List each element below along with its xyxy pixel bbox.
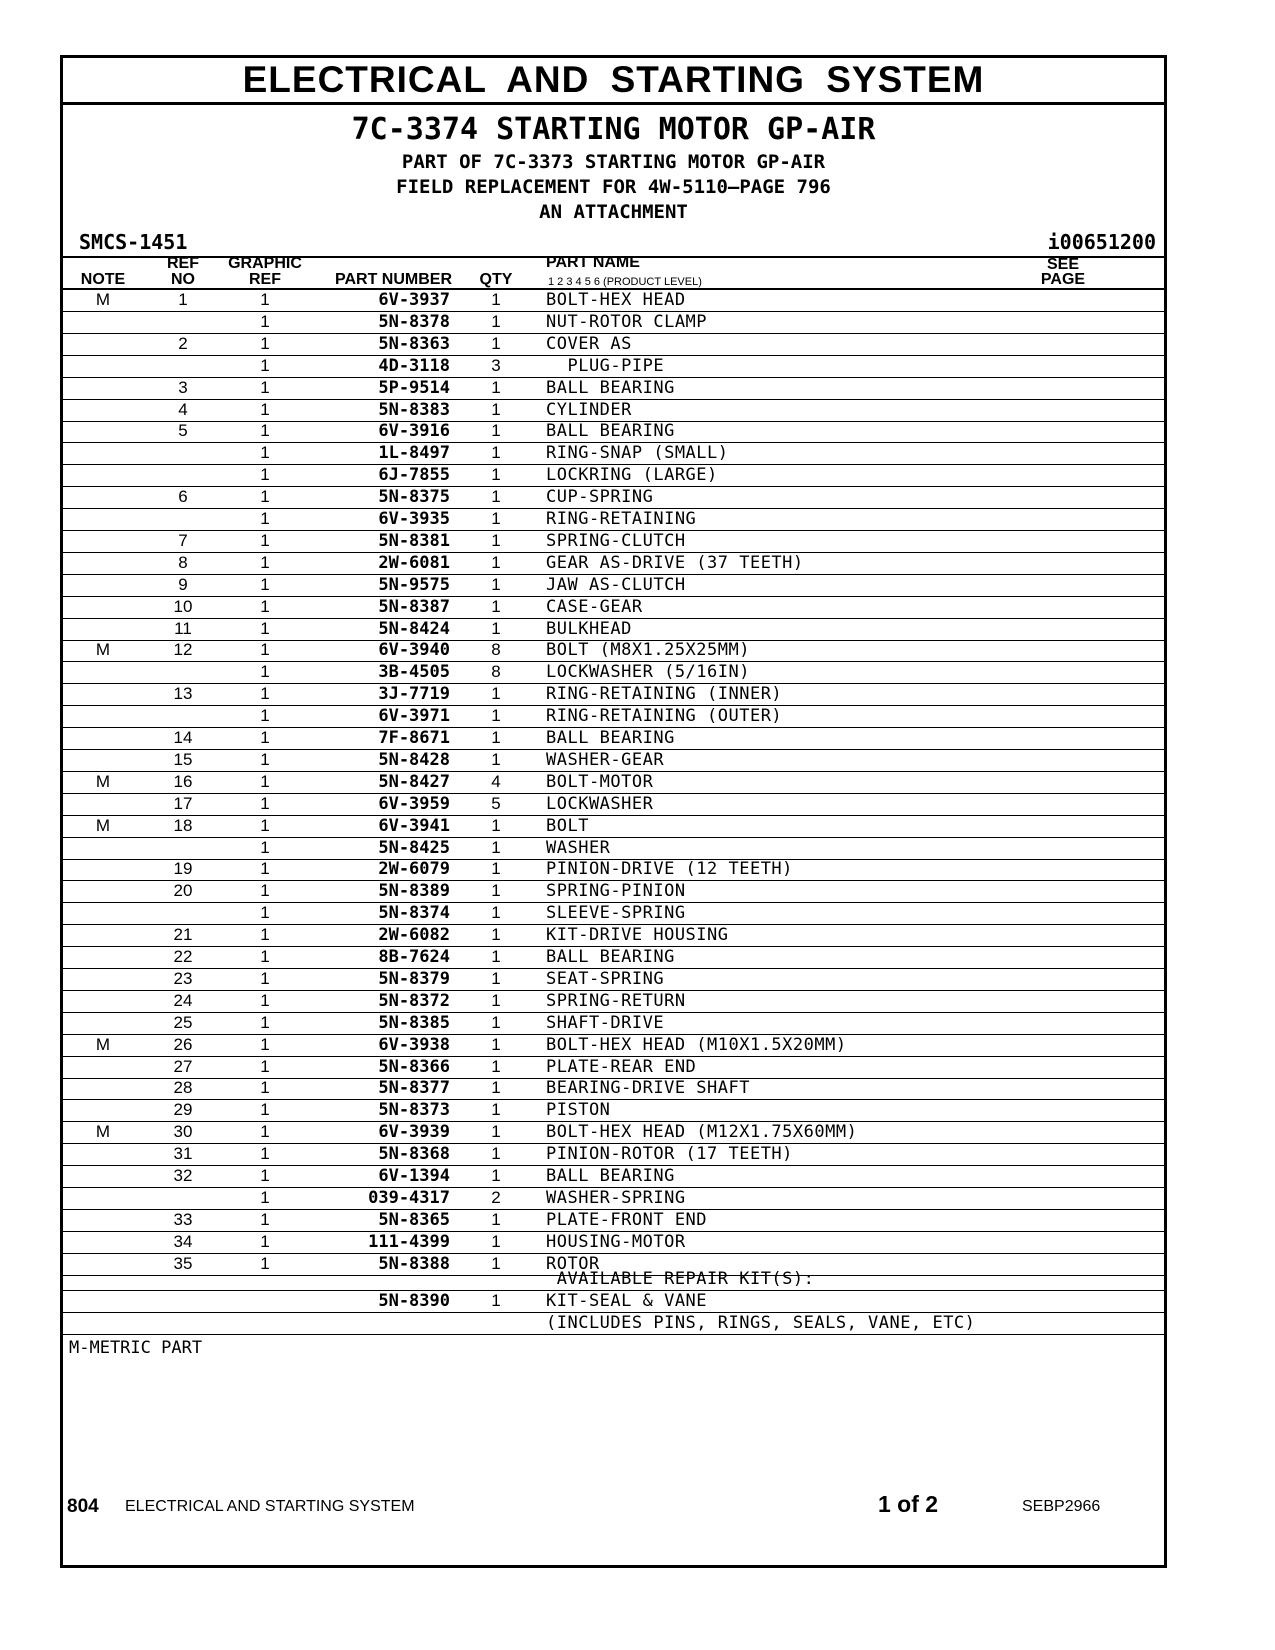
row-part-name: RING-RETAINING (OUTER) xyxy=(546,706,783,727)
row-graphic-ref: 1 xyxy=(260,333,270,353)
row-part-name: LOCKRING (LARGE) xyxy=(546,465,718,486)
table-row xyxy=(63,1077,1164,1100)
row-qty: 1 xyxy=(491,881,501,901)
row-ref-no: 35 xyxy=(173,1253,193,1273)
row-note: M xyxy=(95,290,111,309)
row-qty: 3 xyxy=(491,355,501,375)
row-part-name: SPRING-CLUTCH xyxy=(546,530,686,551)
row-part-number: 6J-7855 xyxy=(378,465,450,486)
row-qty: 4 xyxy=(491,771,501,791)
table-row xyxy=(63,1034,1164,1057)
document-reference: i00651200 xyxy=(1047,230,1156,254)
table-row xyxy=(63,749,1164,772)
row-part-number: 5N-8387 xyxy=(378,596,450,617)
table-row xyxy=(63,399,1164,422)
row-part-number: 2W-6081 xyxy=(378,552,450,573)
row-qty: 1 xyxy=(491,1122,501,1142)
table-row xyxy=(63,420,1164,443)
repair-kit-qty: 1 xyxy=(491,1291,501,1310)
page-frame xyxy=(60,55,1167,1568)
repair-kit-note-row xyxy=(63,1312,1164,1335)
row-qty: 1 xyxy=(491,290,501,309)
row-part-number: 6V-3940 xyxy=(378,640,450,661)
row-graphic-ref: 1 xyxy=(260,968,270,988)
row-qty: 1 xyxy=(491,859,501,879)
row-part-number: 5N-8372 xyxy=(378,990,450,1011)
row-part-number: 5N-8388 xyxy=(378,1253,450,1274)
section-title: ELECTRICAL AND STARTING SYSTEM xyxy=(63,58,1164,105)
row-qty: 1 xyxy=(491,990,501,1010)
row-graphic-ref: 1 xyxy=(260,421,270,441)
column-graphic-bottom: REF xyxy=(249,271,281,288)
row-part-name: LOCKWASHER (5/16IN) xyxy=(546,662,750,683)
row-part-name: CYLINDER xyxy=(546,399,632,420)
table-row xyxy=(63,727,1164,750)
row-part-name: PLATE-FRONT END xyxy=(546,1209,708,1230)
row-qty: 1 xyxy=(491,1100,501,1120)
row-part-number: 5N-8425 xyxy=(378,837,450,858)
row-qty: 1 xyxy=(491,947,501,966)
row-graphic-ref: 1 xyxy=(260,509,270,528)
row-part-name: GEAR AS-DRIVE (37 TEETH) xyxy=(546,552,804,573)
row-graphic-ref: 1 xyxy=(260,1166,270,1185)
footer-section: ELECTRICAL AND STARTING SYSTEM xyxy=(125,1498,415,1515)
row-part-number: 5N-8428 xyxy=(378,749,450,770)
row-ref-no: 25 xyxy=(173,1012,193,1032)
row-qty: 1 xyxy=(491,1012,501,1032)
column-qty: QTY xyxy=(479,271,513,288)
table-row xyxy=(63,880,1164,903)
row-qty: 1 xyxy=(491,1034,501,1054)
row-qty: 1 xyxy=(491,1166,501,1185)
row-qty: 8 xyxy=(491,662,501,682)
row-qty: 1 xyxy=(491,1144,501,1164)
row-graphic-ref: 1 xyxy=(260,793,270,813)
row-part-name: KIT-DRIVE HOUSING xyxy=(546,925,729,946)
table-row xyxy=(63,902,1164,925)
row-part-number: 2W-6082 xyxy=(378,925,450,946)
row-part-number: 5N-8427 xyxy=(378,771,450,792)
row-graphic-ref: 1 xyxy=(260,1012,270,1032)
row-part-number: 5N-8378 xyxy=(378,311,450,332)
row-part-number: 6V-3939 xyxy=(378,1122,450,1143)
row-qty: 1 xyxy=(491,749,501,769)
row-graphic-ref: 1 xyxy=(260,1209,270,1229)
row-part-number: 5N-8389 xyxy=(378,881,450,902)
row-qty: 1 xyxy=(491,925,501,945)
table-row xyxy=(63,508,1164,531)
table-row xyxy=(63,464,1164,487)
row-part-number: 3J-7719 xyxy=(378,684,450,705)
table-row xyxy=(63,530,1164,553)
row-part-number: 5P-9514 xyxy=(378,377,450,398)
table-row xyxy=(63,618,1164,641)
row-part-name: BOLT-HEX HEAD (M12X1.75X60MM) xyxy=(546,1122,858,1143)
row-ref-no: 15 xyxy=(173,749,193,769)
row-graphic-ref: 1 xyxy=(260,1034,270,1054)
row-part-number: 039-4317 xyxy=(368,1187,450,1208)
row-qty: 1 xyxy=(491,596,501,616)
row-ref-no: 13 xyxy=(173,684,193,704)
table-row xyxy=(63,1143,1164,1166)
repair-kit-note: (INCLUDES PINS, RINGS, SEALS, VANE, ETC) xyxy=(546,1313,976,1333)
row-part-number: 6V-3937 xyxy=(378,290,450,310)
row-graphic-ref: 1 xyxy=(260,465,270,485)
row-qty: 1 xyxy=(491,903,501,923)
row-qty: 1 xyxy=(491,1209,501,1229)
row-ref-no: 3 xyxy=(178,377,188,397)
row-part-name: NUT-ROTOR CLAMP xyxy=(546,311,708,332)
row-qty: 1 xyxy=(491,815,501,835)
row-ref-no: 31 xyxy=(173,1144,193,1164)
row-part-name: RING-SNAP (SMALL) xyxy=(546,443,729,464)
table-row xyxy=(63,1056,1164,1079)
row-ref-no: 2 xyxy=(178,333,188,353)
table-row xyxy=(63,1099,1164,1122)
row-ref-no: 27 xyxy=(173,1056,193,1076)
row-ref-no: 24 xyxy=(173,990,193,1010)
table-row xyxy=(63,683,1164,706)
row-part-name: BOLT xyxy=(546,815,589,836)
row-part-name: BULKHEAD xyxy=(546,618,632,639)
page-of: 1 of 2 xyxy=(878,1491,939,1517)
row-ref-no: 10 xyxy=(173,596,193,616)
column-note: NOTE xyxy=(80,271,126,288)
row-ref-no: 32 xyxy=(173,1166,193,1185)
row-note: M xyxy=(95,1034,111,1054)
column-ref-bottom: NO xyxy=(171,271,195,288)
row-qty: 1 xyxy=(491,530,501,550)
row-ref-no: 9 xyxy=(178,574,188,594)
table-row xyxy=(63,1187,1164,1210)
table-row xyxy=(63,990,1164,1013)
row-part-name: BEARING-DRIVE SHAFT xyxy=(546,1078,750,1099)
row-part-number: 5N-8368 xyxy=(378,1144,450,1165)
table-row xyxy=(63,771,1164,794)
row-graphic-ref: 1 xyxy=(260,1100,270,1120)
row-part-name: BOLT (M8X1.25X25MM) xyxy=(546,640,750,661)
row-graphic-ref: 1 xyxy=(260,1056,270,1076)
repair-kit-row xyxy=(63,1290,1164,1313)
row-part-name: LOCKWASHER xyxy=(546,793,654,814)
row-part-name: PISTON xyxy=(546,1100,611,1121)
row-graphic-ref: 1 xyxy=(260,771,270,791)
row-part-number: 6V-3941 xyxy=(378,815,450,836)
row-part-number: 6V-1394 xyxy=(378,1166,450,1186)
row-graphic-ref: 1 xyxy=(260,1078,270,1098)
row-qty: 1 xyxy=(491,465,501,485)
row-graphic-ref: 1 xyxy=(260,903,270,923)
row-graphic-ref: 1 xyxy=(260,728,270,747)
row-graphic-ref: 1 xyxy=(260,311,270,331)
row-note: M xyxy=(95,815,111,835)
row-graphic-ref: 1 xyxy=(260,706,270,726)
table-row xyxy=(63,815,1164,838)
column-see-top: SEE xyxy=(1046,256,1079,273)
row-ref-no: 1 xyxy=(178,290,188,309)
row-graphic-ref: 1 xyxy=(260,1253,270,1273)
table-row xyxy=(63,552,1164,575)
row-part-name: SPRING-PINION xyxy=(546,881,686,902)
column-see-bottom: PAGE xyxy=(1040,271,1086,288)
row-part-name: SEAT-SPRING xyxy=(546,968,665,989)
row-qty: 1 xyxy=(491,728,501,747)
row-ref-no: 28 xyxy=(173,1078,193,1098)
product-level-scale: 1 2 3 4 5 6 (PRODUCT LEVEL) xyxy=(548,276,702,288)
row-note: M xyxy=(95,771,111,791)
row-part-name: PLATE-REAR END xyxy=(546,1056,697,1077)
row-part-number: 1L-8497 xyxy=(378,443,450,464)
row-qty: 1 xyxy=(491,968,501,988)
row-part-number: 5N-8375 xyxy=(378,487,450,508)
row-part-number: 7F-8671 xyxy=(378,728,450,748)
repair-kit-heading-row xyxy=(63,1268,1164,1291)
row-ref-no: 5 xyxy=(178,421,188,441)
part-of-line: PART OF 7C-3373 STARTING MOTOR GP-AIR xyxy=(401,151,826,173)
row-graphic-ref: 1 xyxy=(260,881,270,901)
row-qty: 1 xyxy=(491,399,501,419)
row-graphic-ref: 1 xyxy=(260,1187,270,1207)
row-part-number: 5N-8366 xyxy=(378,1056,450,1077)
row-ref-no: 16 xyxy=(173,771,193,791)
row-ref-no: 17 xyxy=(173,793,193,813)
row-qty: 2 xyxy=(491,1187,501,1207)
row-part-number: 5N-8365 xyxy=(378,1209,450,1230)
row-graphic-ref: 1 xyxy=(260,859,270,879)
column-part-name: PART NAME xyxy=(546,254,640,271)
row-qty: 1 xyxy=(491,377,501,397)
table-row xyxy=(63,1012,1164,1035)
document-code: SEBP2966 xyxy=(1022,1498,1101,1515)
row-ref-no: 6 xyxy=(178,487,188,507)
row-part-number: 3B-4505 xyxy=(378,662,450,683)
table-row xyxy=(63,705,1164,728)
row-part-number: 111-4399 xyxy=(368,1231,450,1252)
table-row xyxy=(63,639,1164,662)
row-ref-no: 26 xyxy=(173,1034,193,1054)
row-part-name: BOLT-HEX HEAD (M10X1.5X20MM) xyxy=(546,1034,847,1055)
column-ref-top: REF xyxy=(167,255,199,272)
row-graphic-ref: 1 xyxy=(260,1122,270,1142)
row-graphic-ref: 1 xyxy=(260,837,270,857)
row-qty: 1 xyxy=(491,618,501,638)
row-note: M xyxy=(95,1122,111,1142)
table-row xyxy=(63,946,1164,969)
row-graphic-ref: 1 xyxy=(260,749,270,769)
table-row xyxy=(63,858,1164,881)
row-part-name: BALL BEARING xyxy=(546,421,675,442)
row-qty: 1 xyxy=(491,509,501,528)
row-ref-no: 12 xyxy=(173,640,193,660)
row-part-number: 4D-3118 xyxy=(378,355,450,376)
row-graphic-ref: 1 xyxy=(260,925,270,945)
row-graphic-ref: 1 xyxy=(260,596,270,616)
row-graphic-ref: 1 xyxy=(260,530,270,550)
row-part-name: SHAFT-DRIVE xyxy=(546,1012,665,1033)
metric-legend: M-METRIC PART xyxy=(69,1338,203,1358)
smcs-code: SMCS-1451 xyxy=(79,230,188,254)
row-part-name: BALL BEARING xyxy=(546,1166,675,1186)
row-graphic-ref: 1 xyxy=(260,377,270,397)
field-replacement-line: FIELD REPLACEMENT FOR 4W-5110—PAGE 796 xyxy=(396,176,831,198)
table-row xyxy=(63,333,1164,356)
row-ref-no: 8 xyxy=(178,552,188,572)
row-qty: 5 xyxy=(491,793,501,813)
row-graphic-ref: 1 xyxy=(260,487,270,507)
table-row xyxy=(63,574,1164,597)
row-part-name: BOLT-MOTOR xyxy=(546,771,654,792)
row-part-number: 5N-8383 xyxy=(378,399,450,420)
row-graphic-ref: 1 xyxy=(260,1231,270,1251)
row-part-number: 8B-7624 xyxy=(378,947,450,967)
table-row xyxy=(63,793,1164,816)
row-ref-no: 18 xyxy=(173,815,193,835)
table-row xyxy=(63,924,1164,947)
row-ref-no: 29 xyxy=(173,1100,193,1120)
row-part-name: COVER AS xyxy=(546,333,632,354)
row-graphic-ref: 1 xyxy=(260,618,270,638)
row-part-number: 5N-8373 xyxy=(378,1100,450,1121)
row-part-name: PINION-ROTOR (17 TEETH) xyxy=(546,1144,793,1165)
table-row xyxy=(63,486,1164,509)
row-part-number: 5N-8363 xyxy=(378,333,450,354)
row-ref-no: 33 xyxy=(173,1209,193,1229)
row-ref-no: 14 xyxy=(173,728,193,747)
row-graphic-ref: 1 xyxy=(260,815,270,835)
row-part-number: 5N-8374 xyxy=(378,903,450,924)
row-part-number: 6V-3971 xyxy=(378,706,450,727)
row-part-name: BALL BEARING xyxy=(546,728,675,748)
row-part-number: 5N-8424 xyxy=(378,618,450,639)
row-part-number: 5N-8379 xyxy=(378,968,450,989)
repair-kit-name: KIT-SEAL & VANE xyxy=(546,1291,708,1311)
row-part-number: 6V-3959 xyxy=(378,793,450,814)
column-graphic-top: GRAPHIC xyxy=(228,255,302,272)
row-ref-no: 30 xyxy=(173,1122,193,1142)
table-row xyxy=(63,289,1164,312)
row-part-name: WASHER xyxy=(546,837,611,858)
row-qty: 1 xyxy=(491,1253,501,1273)
column-part-number: PART NUMBER xyxy=(334,271,452,288)
row-graphic-ref: 1 xyxy=(260,947,270,966)
row-qty: 1 xyxy=(491,311,501,331)
row-qty: 1 xyxy=(491,443,501,463)
row-graphic-ref: 1 xyxy=(260,443,270,463)
row-part-number: 2W-6079 xyxy=(378,859,450,880)
row-graphic-ref: 1 xyxy=(260,662,270,682)
row-qty: 1 xyxy=(491,333,501,353)
row-ref-no: 34 xyxy=(173,1231,193,1251)
row-part-name: BALL BEARING xyxy=(546,947,675,967)
row-part-number: 5N-8377 xyxy=(378,1078,450,1099)
row-ref-no: 7 xyxy=(178,530,188,550)
row-qty: 1 xyxy=(491,684,501,704)
row-part-name: BOLT-HEX HEAD xyxy=(546,290,686,310)
row-graphic-ref: 1 xyxy=(260,1144,270,1164)
table-row xyxy=(63,968,1164,991)
table-row xyxy=(63,1209,1164,1232)
row-qty: 1 xyxy=(491,421,501,441)
row-ref-no: 22 xyxy=(173,947,193,966)
row-graphic-ref: 1 xyxy=(260,290,270,309)
row-part-name: RING-RETAINING xyxy=(546,509,697,529)
row-part-name: PINION-DRIVE (12 TEETH) xyxy=(546,859,793,880)
repair-kit-part-number: 5N-8390 xyxy=(378,1291,450,1311)
row-graphic-ref: 1 xyxy=(260,574,270,594)
row-ref-no: 21 xyxy=(173,925,193,945)
page-title: 7C-3374 STARTING MOTOR GP-AIR xyxy=(351,112,876,147)
row-graphic-ref: 1 xyxy=(260,355,270,375)
row-part-name: BALL BEARING xyxy=(546,377,675,398)
row-part-name: WASHER-GEAR xyxy=(546,749,665,770)
table-row xyxy=(63,837,1164,860)
row-part-number: 5N-9575 xyxy=(378,574,450,595)
row-part-name: RING-RETAINING (INNER) xyxy=(546,684,783,705)
row-qty: 1 xyxy=(491,837,501,857)
row-qty: 1 xyxy=(491,574,501,594)
row-part-number: 6V-3938 xyxy=(378,1034,450,1055)
row-qty: 1 xyxy=(491,1056,501,1076)
row-graphic-ref: 1 xyxy=(260,684,270,704)
row-part-name: CASE-GEAR xyxy=(546,596,643,617)
row-graphic-ref: 1 xyxy=(260,990,270,1010)
row-graphic-ref: 1 xyxy=(260,640,270,660)
row-qty: 1 xyxy=(491,1078,501,1098)
row-part-name: JAW AS-CLUTCH xyxy=(546,574,686,595)
row-part-name: SPRING-RETURN xyxy=(546,990,686,1011)
row-part-name: PLUG-PIPE xyxy=(546,355,665,376)
page-number: 804 xyxy=(67,1496,99,1517)
row-qty: 1 xyxy=(491,487,501,507)
table-row xyxy=(63,1121,1164,1144)
row-ref-no: 19 xyxy=(173,859,193,879)
row-part-name: CUP-SPRING xyxy=(546,487,654,508)
row-part-number: 6V-3935 xyxy=(378,509,450,529)
row-qty: 1 xyxy=(491,706,501,726)
table-row xyxy=(63,596,1164,619)
row-part-name: HOUSING-MOTOR xyxy=(546,1231,686,1252)
table-row xyxy=(63,377,1164,400)
table-row xyxy=(63,311,1164,334)
row-ref-no: 20 xyxy=(173,881,193,901)
table-row xyxy=(63,1165,1164,1188)
row-part-name: SLEEVE-SPRING xyxy=(546,903,686,924)
table-row xyxy=(63,355,1164,378)
row-graphic-ref: 1 xyxy=(260,552,270,572)
repair-kit-heading: AVAILABLE REPAIR KIT(S): xyxy=(546,1269,815,1289)
table-row xyxy=(63,1231,1164,1254)
row-part-number: 6V-3916 xyxy=(378,421,450,442)
row-ref-no: 4 xyxy=(178,399,188,419)
table-row xyxy=(63,442,1164,465)
row-ref-no: 23 xyxy=(173,968,193,988)
row-qty: 1 xyxy=(491,1231,501,1251)
row-part-name: WASHER-SPRING xyxy=(546,1187,686,1208)
row-note: M xyxy=(95,640,111,660)
table-row xyxy=(63,661,1164,684)
attachment-line: AN ATTACHMENT xyxy=(539,201,688,223)
row-qty: 1 xyxy=(491,552,501,572)
row-part-number: 5N-8381 xyxy=(378,530,450,551)
row-part-number: 5N-8385 xyxy=(378,1012,450,1033)
row-qty: 8 xyxy=(491,640,501,660)
row-ref-no: 11 xyxy=(174,618,192,638)
row-part-name: ROTOR xyxy=(546,1253,600,1274)
row-graphic-ref: 1 xyxy=(260,399,270,419)
